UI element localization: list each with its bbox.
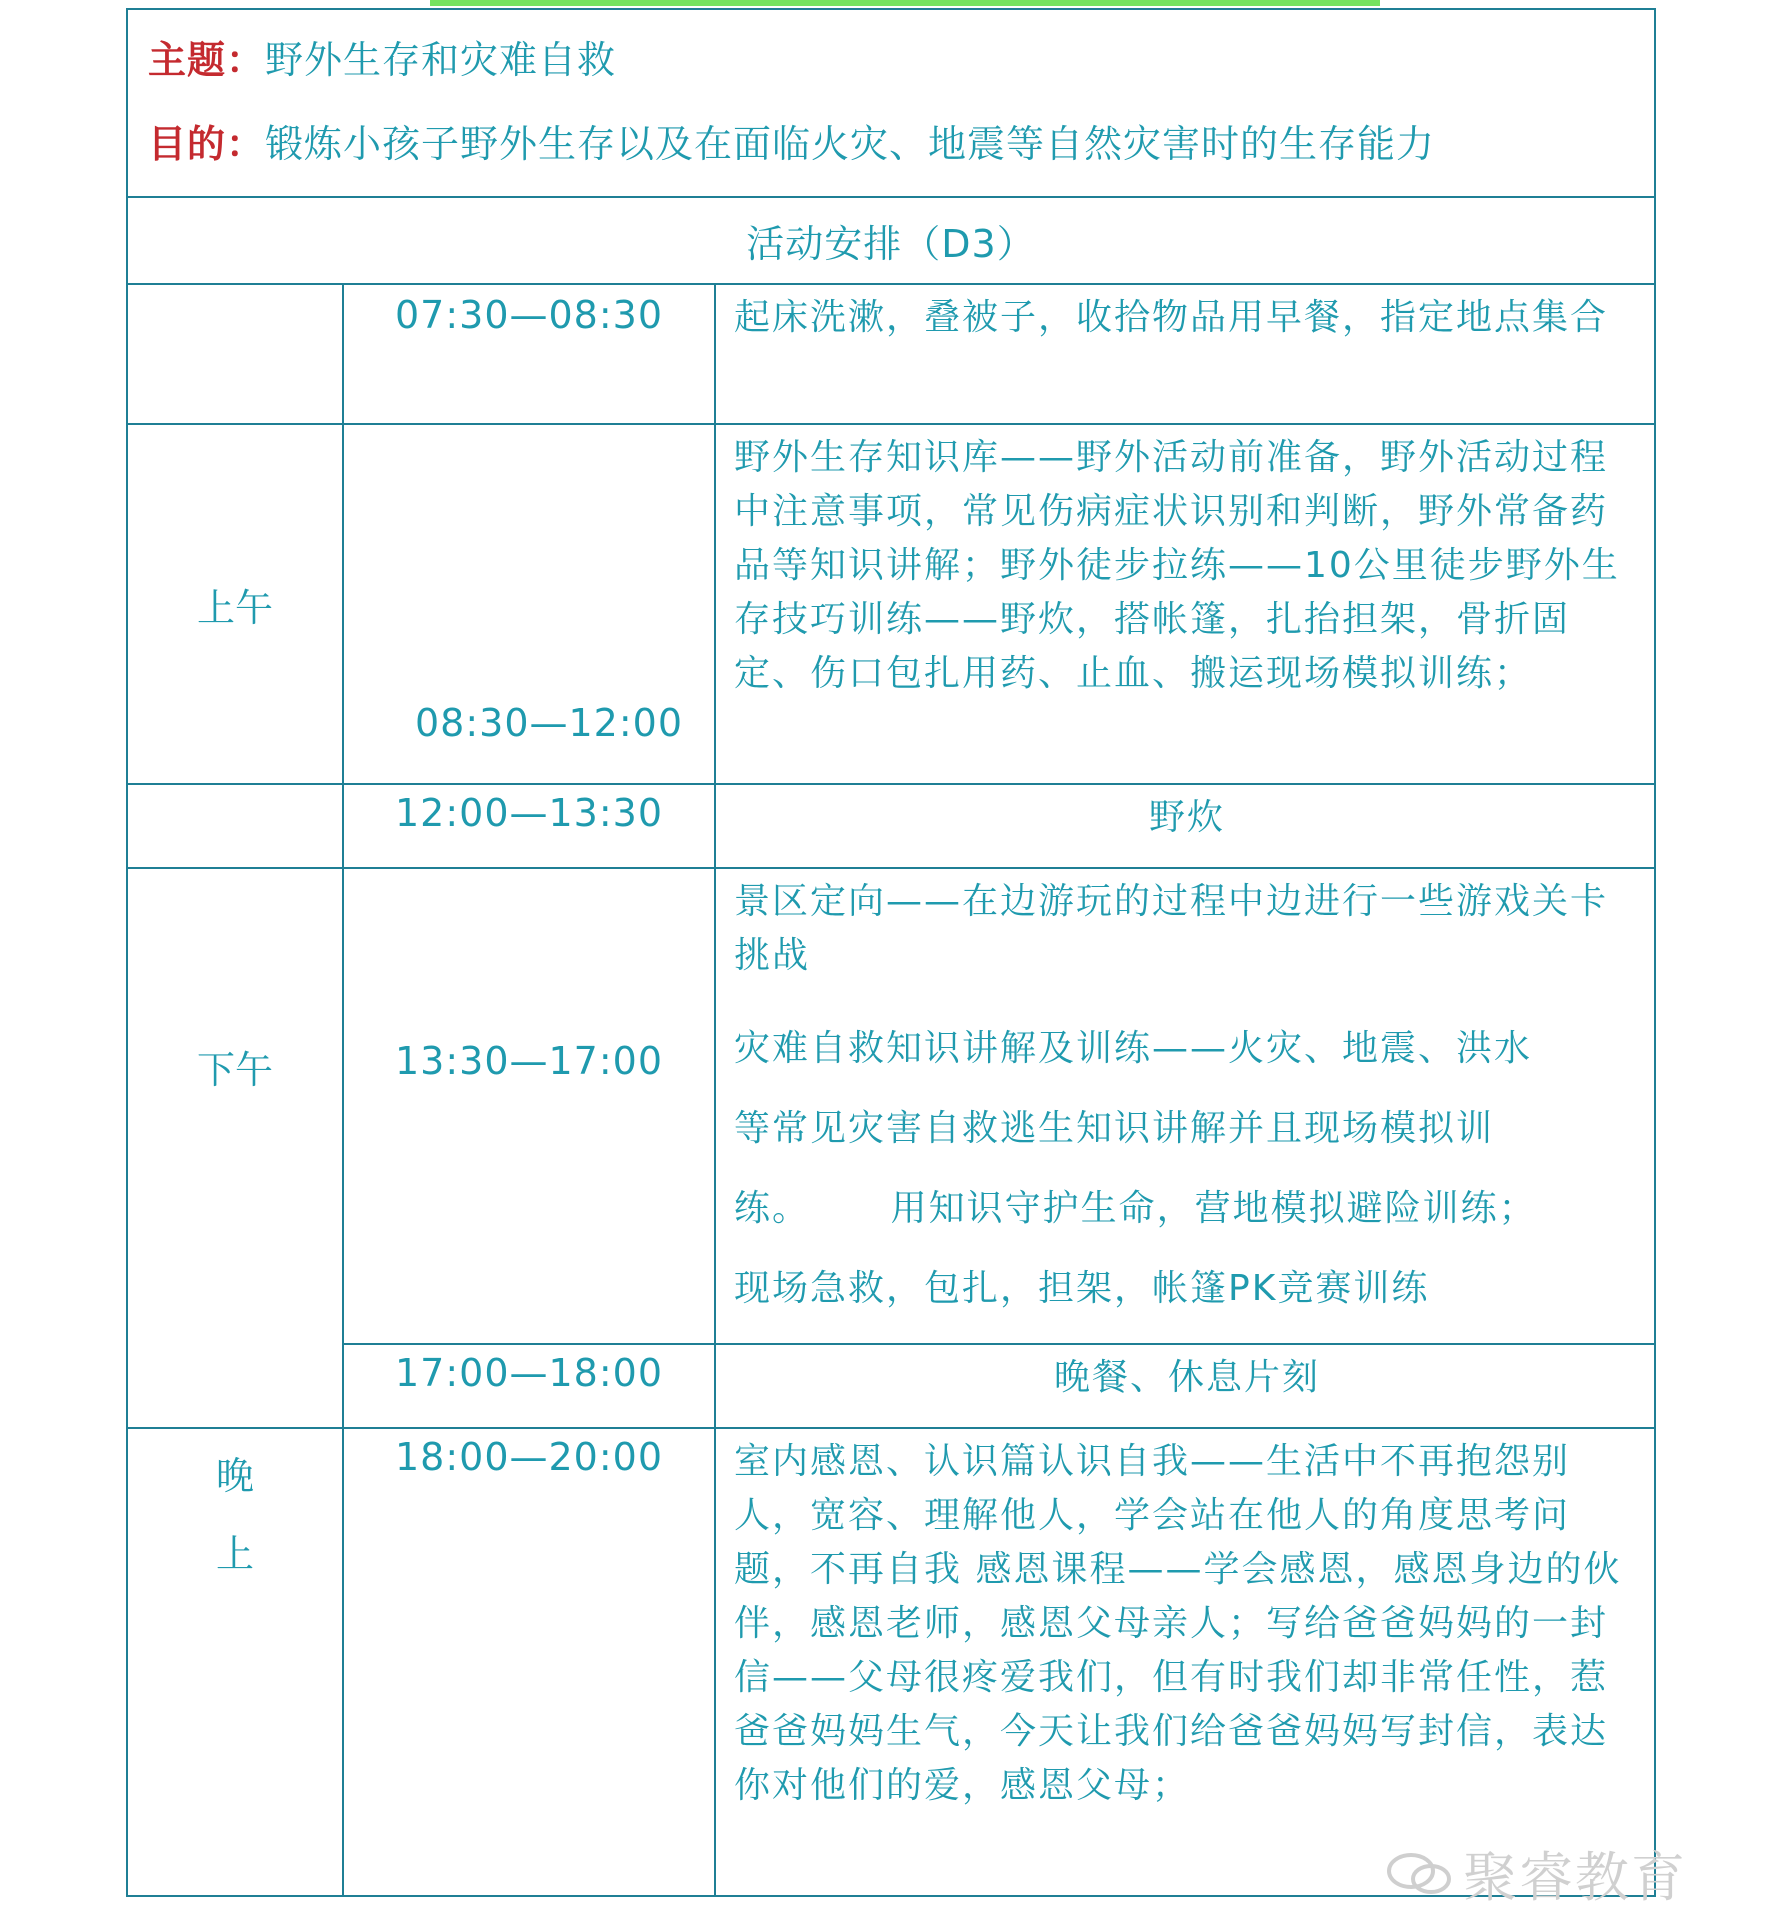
desc-paragraph: 景区定向——在边游玩的过程中边进行一些游戏关卡挑战 xyxy=(734,881,1609,976)
time-cell: 07:30—08:30 xyxy=(343,284,715,424)
time-cell: 18:00—20:00 xyxy=(343,1428,715,1896)
table-row xyxy=(127,284,1655,424)
theme-line xyxy=(148,18,1634,102)
theme-text: 野外生存和灾难自救 xyxy=(265,38,617,82)
table-row xyxy=(127,424,1655,784)
wechat-icon xyxy=(1385,1851,1455,1897)
time-cell: 13:30—17:00 xyxy=(343,868,715,1344)
time-cell: 12:00—13:30 xyxy=(343,784,715,868)
watermark xyxy=(1385,1835,1687,1912)
table-row xyxy=(127,868,1655,1344)
watermark-text: 聚睿教育 xyxy=(1463,1846,1687,1909)
time-cell: 17:00—18:00 xyxy=(343,1344,715,1428)
title-row xyxy=(127,197,1655,284)
period-cell-empty xyxy=(127,284,343,424)
table-title: 活动安排（D3） xyxy=(127,197,1655,284)
table-row xyxy=(127,1428,1655,1896)
period-morning: 上午 xyxy=(127,424,343,784)
header-cell xyxy=(127,9,1655,197)
purpose-line xyxy=(148,102,1634,186)
period-evening-char-2: 上 xyxy=(215,1532,254,1576)
period-evening xyxy=(127,1428,343,1896)
top-green-strip xyxy=(430,0,1380,6)
header-row xyxy=(127,9,1655,197)
period-cell-empty xyxy=(127,784,343,868)
table-row xyxy=(127,784,1655,868)
table-row xyxy=(127,1344,1655,1428)
purpose-label: 目的： xyxy=(148,122,266,166)
desc-cell: 晚餐、休息片刻 xyxy=(715,1344,1655,1428)
desc-cell xyxy=(715,868,1655,1344)
period-afternoon: 下午 xyxy=(127,868,343,1428)
purpose-text: 锻炼小孩子野外生存以及在面临火灾、地震等自然灾害时的生存能力 xyxy=(265,122,1436,166)
desc-paragraph: 灾难自救知识讲解及训练——火灾、地震、洪水 xyxy=(734,1028,1533,1069)
desc-cell: 起床洗漱，叠被子，收拾物品用早餐，指定地点集合 xyxy=(715,284,1655,424)
schedule-table xyxy=(126,8,1656,1897)
period-evening-char-1: 晚 xyxy=(215,1454,254,1498)
desc-cell: 野炊 xyxy=(715,784,1655,868)
desc-paragraph: 等常见灾害自救逃生知识讲解并且现场模拟训 xyxy=(734,1108,1495,1149)
desc-cell: 室内感恩、认识篇认识自我——生活中不再抱怨别人，宽容、理解他人，学会站在他人的角度思考问题，不再自我 感恩课程——学会感恩，感恩身边的伙伴，感恩老师，感恩父母亲人；写给爸爸妈妈的一封信——父母很疼爱我们，但有时我们却非常任性，惹爸爸妈妈生气，今天让我们给爸爸妈妈写封信，表达你对他们的爱，感恩父母； xyxy=(715,1428,1655,1896)
desc-paragraph: 练。 用知识守护生命，营地模拟避险训练； xyxy=(734,1188,1537,1229)
time-cell: 08:30—12:00 xyxy=(343,424,715,784)
theme-label: 主题： xyxy=(148,38,266,82)
desc-paragraph: 现场急救，包扎，担架，帐篷PK竞赛训练 xyxy=(734,1268,1430,1309)
desc-cell: 野外生存知识库——野外活动前准备，野外活动过程中注意事项，常见伤病症状识别和判断，野外常备药品等知识讲解；野外徒步拉练——10公里徒步野外生存技巧训练——野炊，搭帐篷，扎抬担架，骨折固定、伤口包扎用药、止血、搬运现场模拟训练； xyxy=(715,424,1655,784)
